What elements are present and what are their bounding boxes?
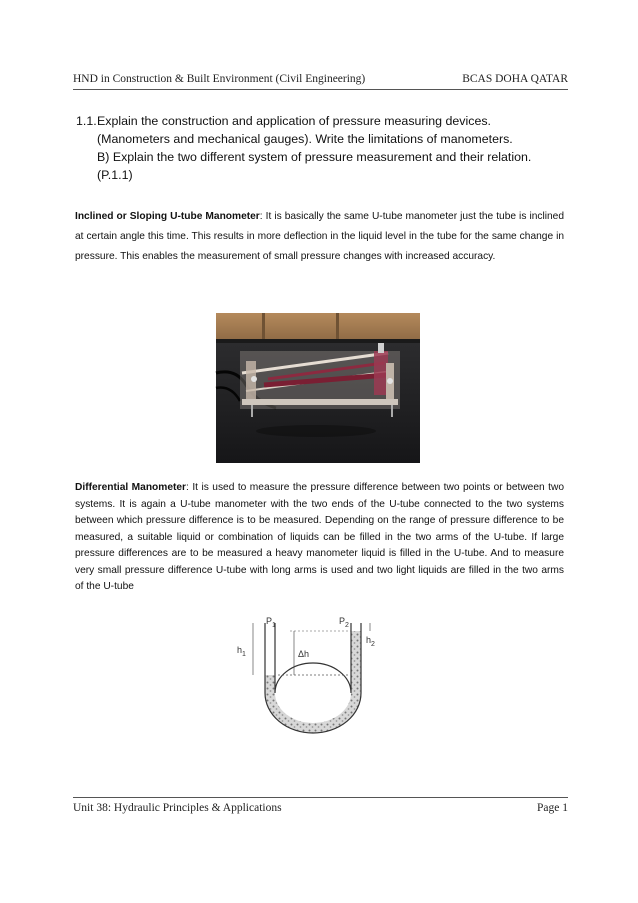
question-line: Explain the construction and application of pressure measuring devices.: [97, 114, 491, 128]
question-line: (P.1.1): [97, 168, 133, 182]
header-institution: BCAS DOHA QATAR: [462, 73, 568, 85]
photo-illustration: [216, 313, 420, 463]
header-rule: [73, 89, 568, 90]
footer-rule: [73, 797, 568, 798]
label-p2: $P_2$: [339, 616, 349, 629]
manometer-liquid: [265, 631, 361, 733]
differential-manometer-paragraph: [75, 480, 564, 596]
label-delta-h: Δh: [298, 649, 310, 659]
question-block: [76, 112, 576, 184]
question-line: B) Explain the two different system of pressure measurement and their relation.: [97, 150, 532, 164]
question-number: 1.1.: [76, 114, 97, 128]
u-tube-svg: [237, 615, 383, 740]
label-h2: $h_2$: [366, 635, 375, 648]
question-line: (Manometers and mechanical gauges). Write the limitations of manometers.: [97, 132, 513, 146]
page-footer: [73, 800, 568, 818]
label-h1: $h_1$: [237, 645, 246, 658]
inclined-manometer-text: : It is basically the same U-tube manometer just the tube is inclined at certain angle this time. This results in more deflection in the liquid level in the tube for the same change in pressure. This enables the measurement of small pressure changes with increased accuracy.: [75, 211, 564, 262]
u-tube-inner-wall: [275, 623, 351, 693]
footer-unit-title: Unit 38: Hydraulic Principles & Applications: [73, 802, 282, 814]
differential-manometer-term: Differential Manometer: [75, 482, 187, 493]
page-header: [73, 70, 568, 88]
header-course-title: HND in Construction & Built Environment (Civil Engineering): [73, 73, 366, 85]
differential-manometer-text: : It is used to measure the pressure difference between two points or between two systems. It is again a U-tube manometer with the two ends of the U-tube connected to the two systems between which pressure difference is to be measured. Depending on the range of pressure difference to be measured, a suitable liquid or combination of liquids can be filled in the two arms of the U-tube. If large pressure differences are to be measured a heavy manometer liquid is filled in the U-tube. And to measure very small pressure difference U-tube with long arms is used and two light liquids are filled in the two arms of the U-tube: [75, 482, 564, 592]
question-text: [97, 112, 576, 184]
inclined-manometer-photo: [216, 313, 420, 463]
inclined-manometer-paragraph: [75, 207, 564, 267]
label-p1: $P_1$: [266, 616, 276, 629]
footer-page-number: Page 1: [537, 802, 568, 814]
inclined-manometer-term: Inclined or Sloping U-tube Manometer: [75, 211, 260, 222]
u-tube-diagram: [237, 615, 383, 740]
